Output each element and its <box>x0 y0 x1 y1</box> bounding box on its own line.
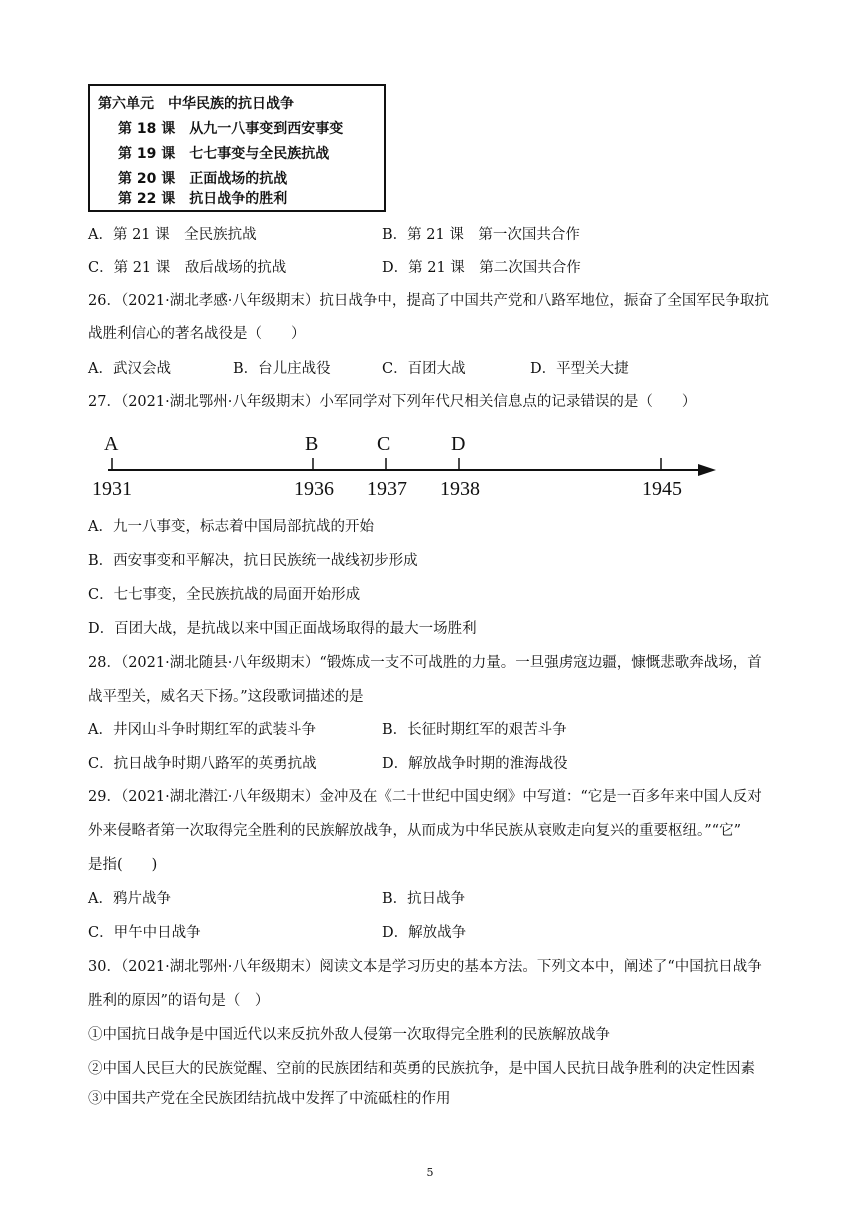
q26-option-a: A．武汉会战 <box>88 361 171 377</box>
q30-item-2: ②中国人民巨大的民族觉醒、空前的民族团结和英勇的民族抗争，是中国人民抗日战争胜利的决定性因素 <box>88 1061 755 1077</box>
lesson-item: 第 20 课 正面战场的抗战 <box>118 171 288 187</box>
q29-option-b: B．抗日战争 <box>382 891 466 907</box>
q28-option-b: B．长征时期红军的艰苦斗争 <box>382 722 567 738</box>
q25-option-c: C．第 21 课 敌后战场的抗战 <box>88 260 287 276</box>
q30-item-3: ③中国共产党在全民族团结抗战中发挥了中流砥柱的作用 <box>88 1091 451 1107</box>
q29-option-d: D．解放战争 <box>382 925 467 941</box>
q25-option-b: B．第 21 课 第一次国共合作 <box>382 227 580 243</box>
q29-stem-line3: 是指( ) <box>88 857 158 873</box>
q27-option-d: D．百团大战，是抗战以来中国正面战场取得的最大一场胜利 <box>88 621 477 637</box>
unit-contents-image <box>88 84 386 212</box>
q27-option-b: B．西安事变和平解决，抗日民族统一战线初步形成 <box>88 553 418 569</box>
q30-item-1: ①中国抗日战争是中国近代以来反抗外敌人侵第一次取得完全胜利的民族解放战争 <box>88 1027 610 1043</box>
q30-stem-line2: 胜利的原因”的语句是（ ） <box>88 993 270 1009</box>
lesson-item: 第 18 课 从九一八事变到西安事变 <box>118 121 344 137</box>
q27-stem: 27．（2021·湖北鄂州·八年级期末）小军同学对下列年代尺相关信息点的记录错误的是（ ） <box>88 394 697 410</box>
timeline-year: 1931 <box>92 478 132 500</box>
timeline-letter-a: A <box>104 433 119 455</box>
q25-option-a: A．第 21 课 全民族抗战 <box>88 227 257 243</box>
q26-option-b: B．台儿庄战役 <box>233 361 331 377</box>
timeline-letter-c: C <box>377 433 391 455</box>
q29-option-a: A．鸦片战争 <box>88 891 171 907</box>
q26-stem-line2: 战胜利信心的著名战役是（ ） <box>88 326 306 342</box>
q28-option-a: A．井冈山斗争时期红军的武装斗争 <box>88 722 316 738</box>
lesson-item: 第 22 课 抗日战争的胜利 <box>118 191 288 207</box>
q28-option-c: C．抗日战争时期八路军的英勇抗战 <box>88 756 317 772</box>
timeline-letter-b: B <box>305 433 319 455</box>
q29-stem-line2: 外来侵略者第一次取得完全胜利的民族解放战争，从而成为中华民族从衰败走向复兴的重要枢纽。”“它” <box>88 823 741 839</box>
q26-option-c: C．百团大战 <box>382 361 466 377</box>
timeline-year: 1937 <box>367 478 407 500</box>
q25-option-d: D．第 21 课 第二次国共合作 <box>382 260 581 276</box>
q28-stem-line1: 28．（2021·湖北随县·八年级期末）“锻炼成一支不可战胜的力量。一旦强虏寇边疆，慷慨悲歌奔战场，首 <box>88 655 762 671</box>
page-number: 5 <box>426 1166 434 1179</box>
timeline-year: 1936 <box>294 478 334 500</box>
q29-option-c: C．甲午中日战争 <box>88 925 201 941</box>
q27-option-c: C．七七事变，全民族抗战的局面开始形成 <box>88 587 361 603</box>
timeline-year: 1945 <box>642 478 682 500</box>
q26-option-d: D．平型关大捷 <box>530 361 629 377</box>
timeline-letter-d: D <box>451 433 466 455</box>
q28-option-d: D．解放战争时期的淮海战役 <box>382 756 568 772</box>
timeline-arrow <box>698 464 716 476</box>
q26-stem-line1: 26．（2021·湖北孝感·八年级期末）抗日战争中，提高了中国共产党和八路军地位，振奋了全国军民争取抗 <box>88 293 769 309</box>
q29-stem-line1: 29．（2021·湖北潜江·八年级期末）金冲及在《二十世纪中国史纲》中写道：“它是一百多年来中国人反对 <box>88 789 762 805</box>
lesson-item: 第 19 课 七七事变与全民族抗战 <box>118 146 330 162</box>
timeline-year: 1938 <box>440 478 480 500</box>
q27-option-a: A．九一八事变，标志着中国局部抗战的开始 <box>88 519 374 535</box>
q30-stem-line1: 30．（2021·湖北鄂州·八年级期末）阅读文本是学习历史的基本方法。下列文本中，阐述了“中国抗日战争 <box>88 959 762 975</box>
unit-title: 第六单元 中华民族的抗日战争 <box>98 96 294 112</box>
q28-stem-line2: 战平型关，威名天下扬。”这段歌词描述的是 <box>88 689 364 705</box>
